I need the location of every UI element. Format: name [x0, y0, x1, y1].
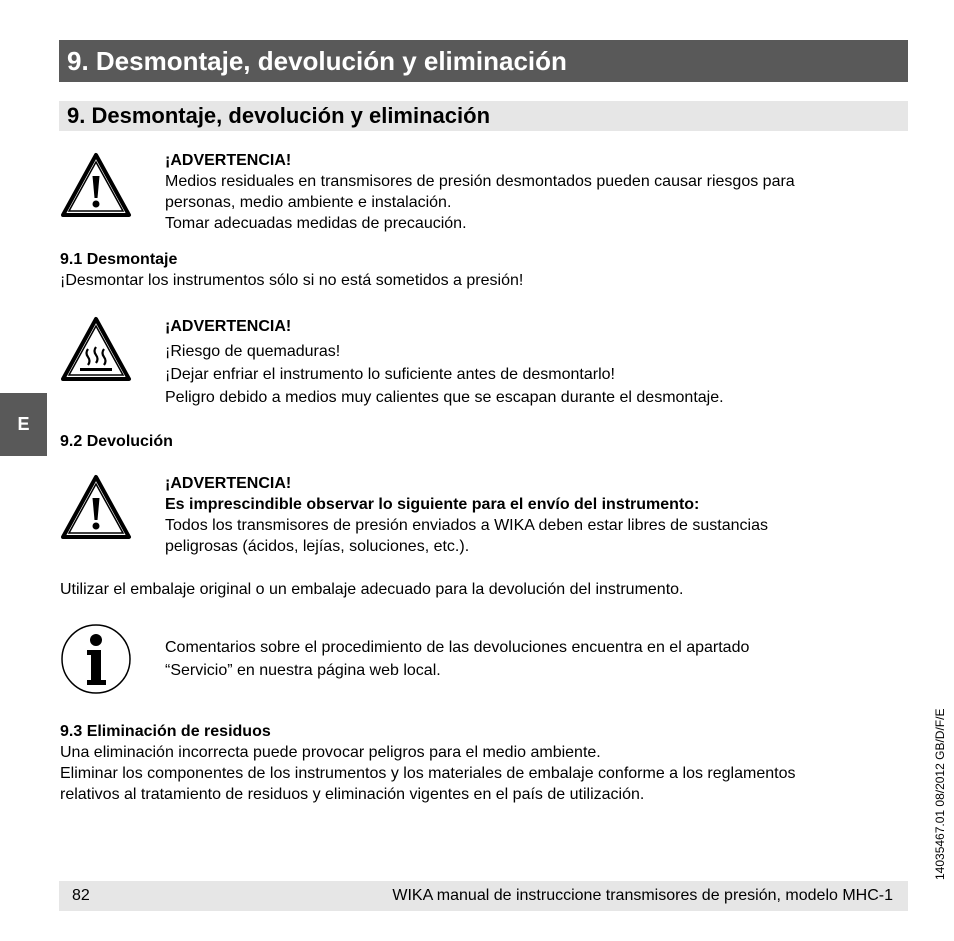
section-9-1-heading: 9.1 Desmontaje: [60, 251, 178, 268]
footer-text: WIKA manual de instruccione transmisores de presión, modelo MHC-1: [392, 887, 893, 904]
hot-surface-icon: [60, 316, 132, 382]
section-9-1-text: ¡Desmontar los instrumentos sólo si no está sometidos a presión!: [60, 272, 524, 289]
warning2-line2: ¡Dejar enfriar el instrumento lo suficiente antes de desmontarlo!: [165, 366, 615, 383]
page-title: 9. Desmontaje, devolución y eliminación: [59, 40, 908, 82]
warning2-line1: ¡Riesgo de quemaduras!: [165, 343, 341, 360]
warning1-title: ¡ADVERTENCIA!: [165, 152, 292, 169]
warning3-line2: peligrosas (ácidos, lejías, soluciones, etc.).: [165, 538, 470, 555]
section-9-2-heading: 9.2 Devolución: [60, 433, 173, 450]
warning1-line2: personas, medio ambiente e instalación.: [165, 194, 452, 211]
warning3-title: ¡ADVERTENCIA!: [165, 475, 292, 492]
warning2-line3: Peligro debido a medios muy calientes que se escapan durante el desmontaje.: [165, 389, 724, 406]
warning1-line3: Tomar adecuadas medidas de precaución.: [165, 215, 467, 232]
info-line2: “Servicio” en nuestra página web local.: [165, 662, 441, 679]
page-number: 82: [72, 887, 90, 904]
warning-triangle-icon: [60, 474, 132, 540]
warning-triangle-icon: [60, 152, 132, 218]
warning1-line1: Medios residuales en transmisores de presión desmontados pueden causar riesgos para: [165, 173, 795, 190]
warning2-title: ¡ADVERTENCIA!: [165, 318, 292, 335]
document-code: 14035467.01 08/2012 GB/D/F/E: [933, 708, 947, 880]
packaging-text: Utilizar el embalaje original o un embalaje adecuado para la devolución del instrumento.: [60, 581, 684, 598]
section-9-3-line2: Eliminar los componentes de los instrumentos y los materiales de embalaje conforme a los reglamentos: [60, 765, 796, 782]
info-icon: [60, 623, 132, 695]
info-line1: Comentarios sobre el procedimiento de las devoluciones encuentra en el apartado: [165, 639, 750, 656]
language-tab: E: [0, 393, 47, 456]
section-9-3-heading: 9.3 Eliminación de residuos: [60, 723, 271, 740]
warning3-subtitle: Es imprescindible observar lo siguiente para el envío del instrumento:: [165, 496, 700, 513]
page-footer: [59, 881, 908, 911]
section-9-3-line3: relativos al tratamiento de residuos y eliminación vigentes en el país de utilización.: [60, 786, 645, 803]
section-title: 9. Desmontaje, devolución y eliminación: [59, 101, 908, 131]
warning3-line1: Todos los transmisores de presión enviados a WIKA deben estar libres de sustancias: [165, 517, 768, 534]
section-9-3-line1: Una eliminación incorrecta puede provocar peligros para el medio ambiente.: [60, 744, 601, 761]
